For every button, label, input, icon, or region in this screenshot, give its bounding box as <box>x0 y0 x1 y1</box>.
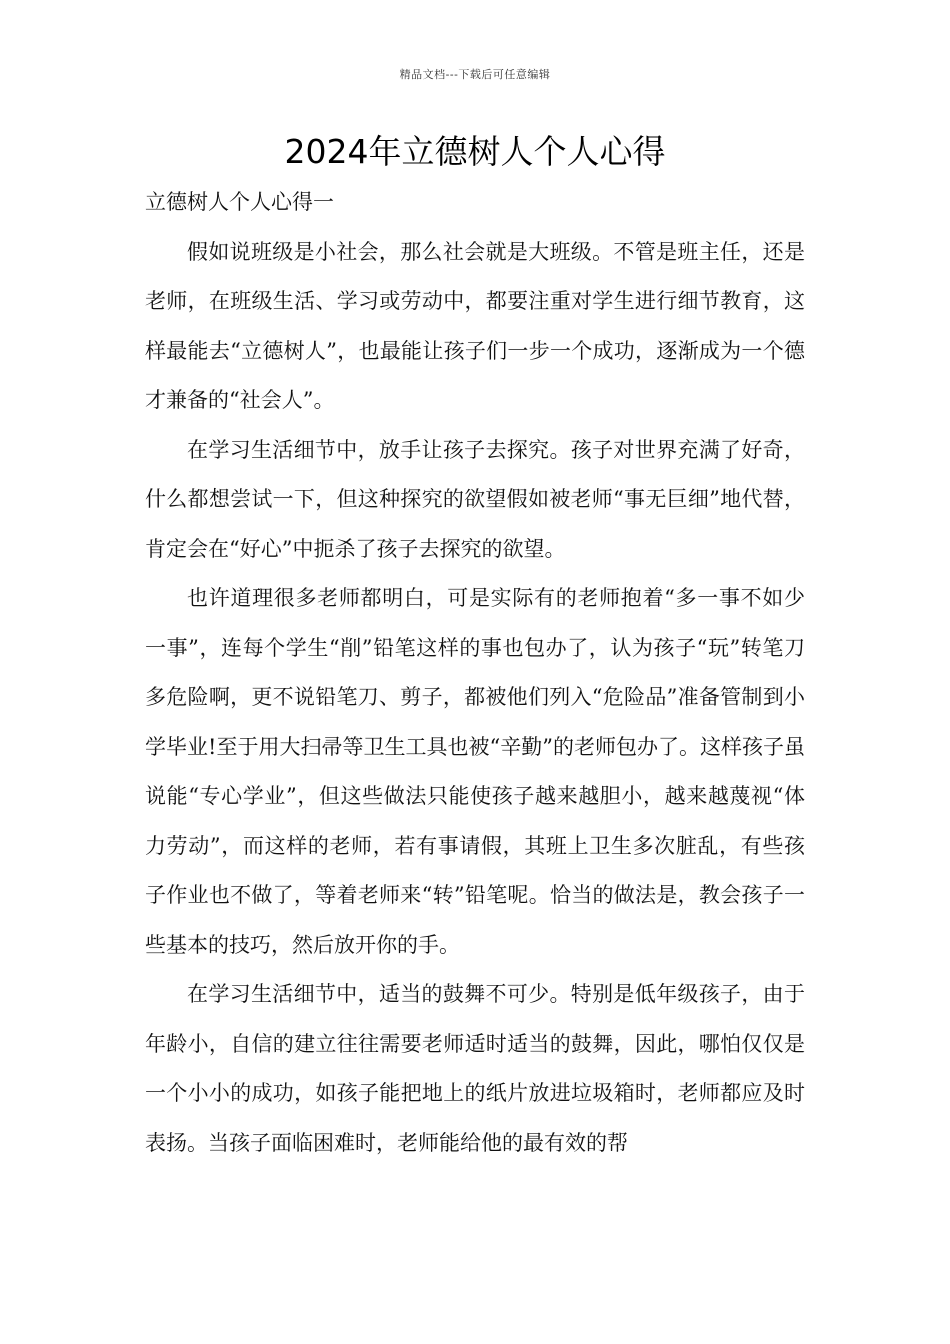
paragraph-2: 在学习生活细节中，放手让孩子去探究。孩子对世界充满了好奇，什么都想尝试一下，但这种探究的欲望假如被老师“事无巨细”地代替，肯定会在“好心”中扼杀了孩子去探究的欲望。 <box>145 437 805 561</box>
paragraph-1: 假如说班级是小社会，那么社会就是大班级。不管是班主任，还是老师，在班级生活、学习或劳动中，都要注重对学生进行细节教育，这样最能去“立德树人”，也最能让孩子们一步一个成功，逐渐成为一个德才兼备的“社会人”。 <box>145 239 805 412</box>
page-header: 精品文档---下载后可任意编辑 <box>399 68 551 81</box>
document-body <box>145 178 805 1168</box>
paragraph-3: 也许道理很多老师都明白，可是实际有的老师抱着“多一事不如少一事”，连每个学生“削”铅笔这样的事也包办了，认为孩子“玩”转笔刀多危险啊，更不说铅笔刀、剪子，都被他们列入“危险品”准备管制到小学毕业!至于用大扫帚等卫生工具也被“辛勤”的老师包办了。这样孩子虽说能“专心学业”，但这些做法只能使孩子越来越胆小，越来越蔑视“体力劳动”，而这样的老师，若有事请假，其班上卫生多次脏乱，有些孩子作业也不做了，等着老师来“转”铅笔呢。恰当的做法是，教会孩子一些基本的技巧，然后放开你的手。 <box>145 586 805 957</box>
section-subtitle: 立德树人个人心得一 <box>145 190 334 214</box>
document-title: 2024年立德树人个人心得 <box>284 132 666 171</box>
paragraph-4: 在学习生活细节中，适当的鼓舞不可少。特别是低年级孩子，由于年龄小，自信的建立往往需要老师适时适当的鼓舞，因此，哪怕仅仅是一个小小的成功，如孩子能把地上的纸片放进垃圾箱时，老师都应及时表扬。当孩子面临困难时，老师能给他的最有效的帮 <box>145 982 805 1155</box>
